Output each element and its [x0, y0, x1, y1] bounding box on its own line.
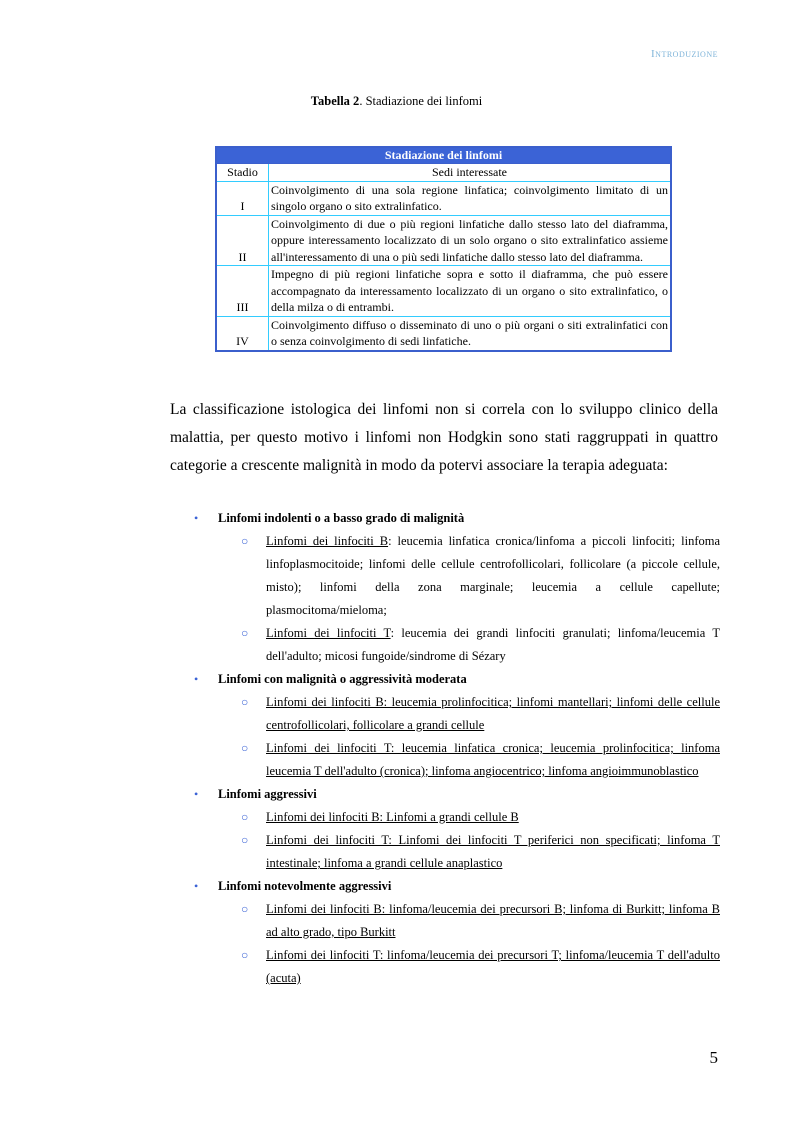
- sites-cell: Coinvolgimento diffuso o disseminato di uno o più organi o siti extralinfatici con o senza coinvolgimento di sedi linfatiche.: [269, 316, 672, 351]
- sites-cell: Coinvolgimento di due o più regioni linfatiche dallo stesso lato del diaframma, oppure interessamento localizzato di un solo organo o sito extralinfatico assieme all'interessamento di una o più sedi linfatiche dallo stesso lato del diaframma.: [269, 215, 672, 266]
- list-item: [190, 898, 720, 944]
- caption-label: Tabella 2: [310, 94, 360, 108]
- circle-bullet-icon: ○: [241, 810, 249, 824]
- item-lead: Linfomi dei linfociti T: linfoma/leucemia dei precursori T; linfoma/leucemia T dell'adulto (acuta): [266, 948, 720, 985]
- item-text: : leucemia dei grandi linfociti granulati; linfoma/leucemia T dell'adulto; micosi fungoide/sindrome di Sézary: [266, 626, 720, 663]
- table-title: Stadiazione dei linfomi: [216, 147, 671, 164]
- bullet-icon: •: [194, 787, 199, 801]
- lymphoma-category-list: [190, 507, 720, 990]
- category-title: Linfomi aggressivi: [218, 787, 317, 801]
- category-title: Linfomi con malignità o aggressività moderata: [218, 672, 467, 686]
- list-item: [190, 668, 720, 691]
- list-item: [190, 875, 720, 898]
- page-number: 5: [709, 1048, 718, 1067]
- circle-bullet-icon: ○: [241, 833, 249, 847]
- item-text: : leucemia linfatica cronica/linfoma a piccoli linfociti; linfoma linfoplasmocitoide; linfomi delle cellule centrofollicolari, follicolare (a piccole cellule, misto); linfomi della zona marginale; leucemia a cellule capellute; plasmocitoma/mieloma;: [266, 534, 720, 617]
- circle-bullet-icon: ○: [241, 948, 249, 962]
- list-item: [190, 530, 720, 622]
- running-header: Introduzione: [651, 48, 718, 60]
- circle-bullet-icon: ○: [241, 626, 249, 640]
- circle-bullet-icon: ○: [241, 902, 249, 916]
- list-item: [190, 507, 720, 530]
- bullet-icon: •: [194, 511, 199, 525]
- stage-cell: II: [216, 215, 269, 266]
- column-header-stage: Stadio: [216, 164, 269, 182]
- intro-paragraph: La classificazione istologica dei linfomi non si correla con lo sviluppo clinico della malattia, per questo motivo i linfomi non Hodgkin sono stati raggruppati in quattro categorie a crescente malignità in modo da potervi associare la terapia adeguata:: [170, 401, 718, 474]
- column-header-sites: Sedi interessate: [269, 164, 672, 182]
- stage-cell: III: [216, 266, 269, 317]
- circle-bullet-icon: ○: [241, 534, 249, 548]
- category-title: Linfomi notevolmente aggressivi: [218, 879, 392, 893]
- list-item: [190, 737, 720, 783]
- stage-cell: I: [216, 181, 269, 215]
- item-lead: Linfomi dei linfociti T: Linfomi dei linfociti T periferici non specificati; linfoma T intestinale; linfoma a grandi cellule anaplastico: [266, 833, 720, 870]
- list-item: [190, 829, 720, 875]
- category-title: Linfomi indolenti o a basso grado di malignità: [218, 511, 465, 525]
- table-row: [216, 266, 671, 317]
- circle-bullet-icon: ○: [241, 741, 249, 755]
- list-item: [190, 622, 720, 668]
- sites-cell: Coinvolgimento di una sola regione linfatica; coinvolgimento limitato di un singolo organo o sito extralinfatico.: [269, 181, 672, 215]
- table-caption: [0, 94, 793, 109]
- item-lead: Linfomi dei linfociti B: linfoma/leucemia dei precursori B; linfoma di Burkitt; linfoma B ad alto grado, tipo Burkitt: [266, 902, 720, 939]
- bullet-icon: •: [194, 672, 199, 686]
- circle-bullet-icon: ○: [241, 695, 249, 709]
- sites-cell: Impegno di più regioni linfatiche sopra e sotto il diaframma, che può essere accompagnato da interessamento localizzato di un organo o sito extralinfatico, o della milza o di entrambi.: [269, 266, 672, 317]
- item-lead: Linfomi dei linfociti B: leucemia prolinfocitica; linfomi mantellari; linfomi delle cellule centrofollicolari, follicolare a grandi cellule: [266, 695, 720, 732]
- bullet-icon: •: [194, 879, 199, 893]
- list-item: [190, 806, 720, 829]
- table-row: [216, 316, 671, 351]
- table-row: [216, 215, 671, 266]
- table-row: [216, 181, 671, 215]
- staging-table: [215, 146, 672, 352]
- list-item: [190, 944, 720, 990]
- list-item: [190, 783, 720, 806]
- item-lead: Linfomi dei linfociti T: leucemia linfatica cronica; leucemia prolinfocitica; linfoma leucemia T dell'adulto (cronica); linfoma angiocentrico; linfoma angioimmunoblastico: [266, 741, 720, 778]
- item-lead: Linfomi dei linfociti B: Linfomi a grandi cellule B: [266, 810, 519, 824]
- item-lead: Linfomi dei linfociti B: [266, 534, 389, 548]
- list-item: [190, 691, 720, 737]
- caption-text: . Stadiazione dei linfomi: [359, 94, 483, 108]
- stage-cell: IV: [216, 316, 269, 351]
- item-lead: Linfomi dei linfociti T: [266, 626, 391, 640]
